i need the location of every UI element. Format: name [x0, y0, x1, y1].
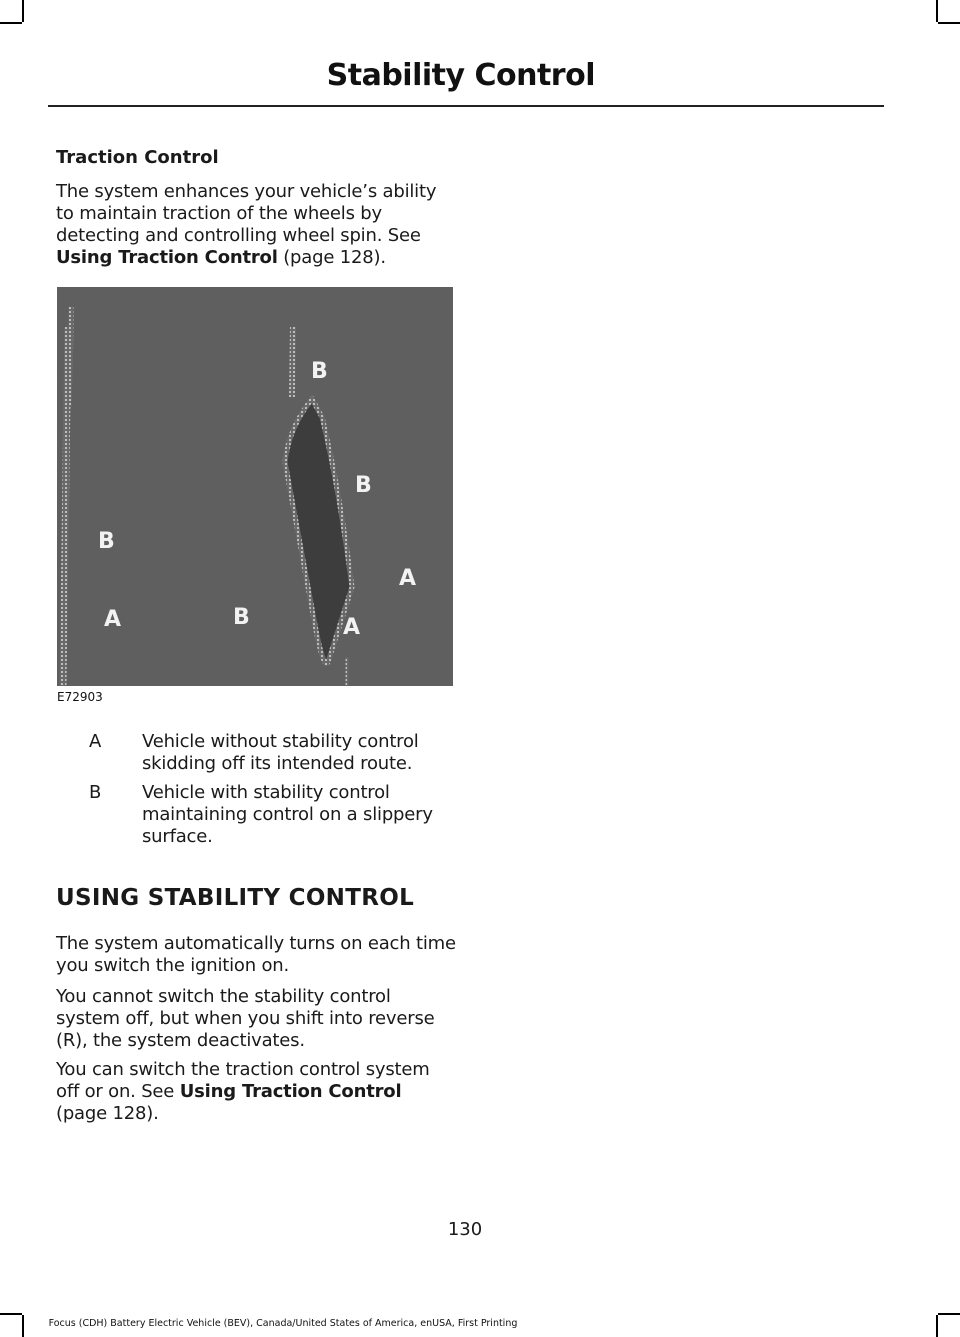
left-road-edge — [63, 327, 68, 686]
page-number: 130 — [447, 1219, 483, 1240]
figure-label: B — [98, 529, 115, 554]
crop-mark — [938, 1313, 960, 1315]
page-reference: (page 128). — [283, 247, 386, 268]
figure-label: A — [343, 615, 361, 640]
page-title: Stability Control — [326, 58, 595, 93]
key-text: Vehicle without stability control skidding off its intended route. — [142, 731, 419, 774]
crop-mark — [22, 0, 24, 22]
crop-mark — [938, 22, 960, 24]
left-road-edge-top — [69, 307, 71, 407]
traffic-island — [285, 399, 352, 664]
figure-label: B — [311, 359, 328, 384]
using-traction-control-link[interactable]: Using Traction Control — [179, 1081, 402, 1102]
crop-mark — [936, 0, 938, 22]
traction-body: The system enhances your vehicle’s ability to maintain traction of the wheels by detecting and controlling wheel spin. See — [56, 181, 437, 246]
crop-mark — [0, 1313, 22, 1315]
figure-label: A — [104, 607, 122, 632]
traction-control-paragraph — [56, 181, 456, 269]
footer-text: Focus (CDH) Battery Electric Vehicle (BEV), Canada/United States of America, enUSA, First Printing — [48, 1318, 518, 1329]
header-divider — [48, 105, 884, 107]
figure-label: B — [233, 605, 250, 630]
using-paragraph-3 — [56, 1059, 456, 1125]
figure-label: B — [355, 473, 372, 498]
page-reference: (page 128). — [56, 1103, 159, 1124]
paragraph-text: You can switch the traction control system off or on. See — [56, 1059, 430, 1102]
section-heading: USING STABILITY CONTROL — [56, 885, 415, 911]
figure-code: E72903 — [57, 690, 103, 704]
paragraph-text: You cannot switch the stability control system off, but when you shift into reverse (R), the system deactivates. — [56, 986, 435, 1051]
key-text: Vehicle with stability control maintaining control on a slippery surface. — [142, 782, 433, 847]
using-paragraph-2 — [56, 986, 456, 1052]
traction-control-heading: Traction Control — [56, 147, 219, 168]
crop-mark — [0, 22, 22, 24]
key-letter: B — [89, 782, 102, 803]
key-letter: A — [89, 731, 102, 752]
using-traction-control-link[interactable]: Using Traction Control — [56, 247, 278, 268]
figure-label: A — [399, 566, 417, 591]
crop-mark — [936, 1315, 938, 1337]
using-paragraph-1 — [56, 933, 456, 977]
stability-control-illustration — [57, 287, 453, 686]
paragraph-text: The system automatically turns on each time you switch the ignition on. — [56, 933, 456, 976]
top-road-marker — [292, 327, 293, 397]
